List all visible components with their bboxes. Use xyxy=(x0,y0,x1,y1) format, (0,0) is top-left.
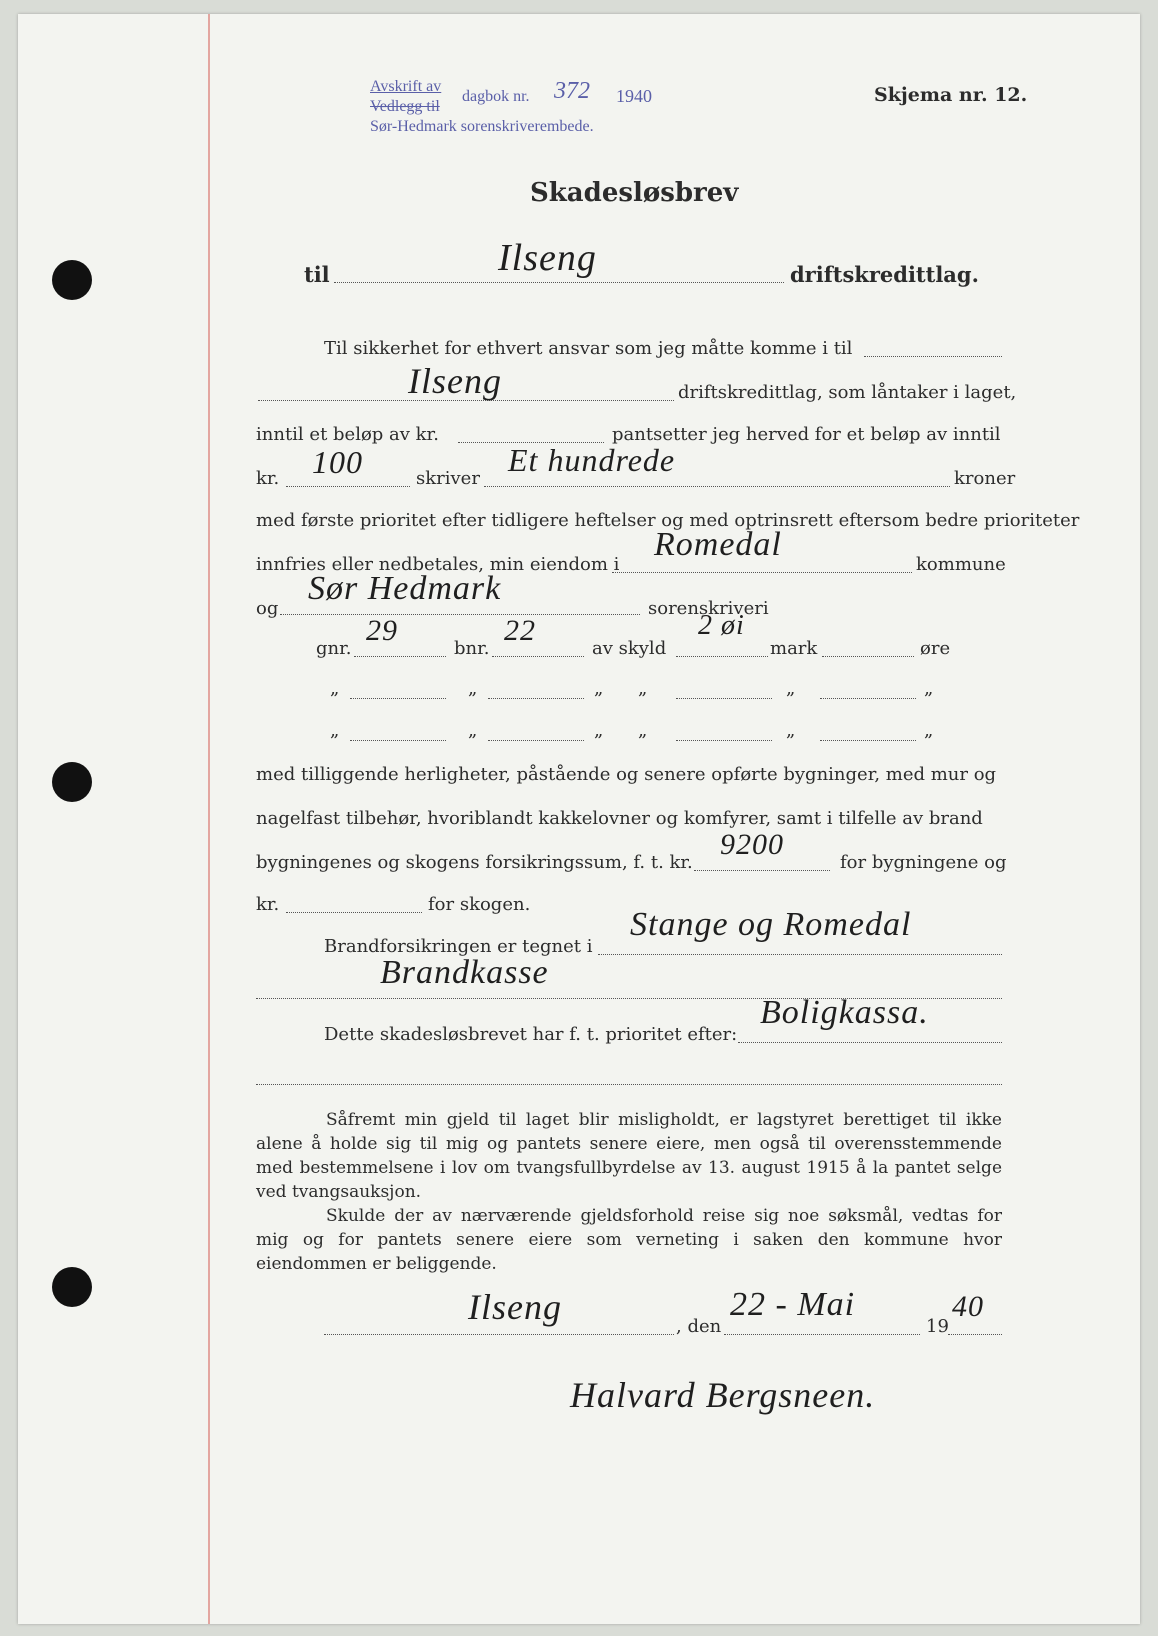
ditto-mark: „ xyxy=(330,720,340,741)
signing-date: 22 - Mai xyxy=(730,1286,856,1323)
body-line-3b: pantsetter jeg herved for et beløp av inntil xyxy=(612,424,1001,445)
to-prefix: til xyxy=(304,262,330,287)
signing-place: Ilseng xyxy=(468,1287,562,1327)
fill-line xyxy=(286,486,410,487)
body-line-12b: for skogen. xyxy=(428,894,531,915)
body-line-6a: innfries eller nedbetales, min eiendom i xyxy=(256,554,620,575)
skyld-value: 2 øi xyxy=(698,610,745,641)
body-line-13: Brandforsikringen er tegnet i xyxy=(324,936,593,957)
district-name: Sør Hedmark xyxy=(308,570,502,607)
body-line-4c: kroner xyxy=(954,468,1016,489)
bnr-value: 22 xyxy=(504,614,536,647)
fill-line xyxy=(738,1042,1002,1043)
fill-line xyxy=(488,740,584,741)
ditto-mark: „ xyxy=(924,720,934,741)
body-line-1: Til sikkerhet for ethvert ansvar som jeg måtte komme i til xyxy=(324,338,853,359)
stamp-avskrift: Avskrift av xyxy=(370,78,442,95)
ditto-mark: „ xyxy=(638,678,648,699)
fill-line xyxy=(354,656,446,657)
signature: Halvard Bergsneen. xyxy=(570,1375,876,1415)
fill-line xyxy=(280,614,640,615)
amount-digits: 100 xyxy=(312,444,363,480)
dagbok-number: 372 xyxy=(554,78,590,104)
ditto-mark: „ xyxy=(594,720,604,741)
year-prefix: 19 xyxy=(926,1316,949,1337)
fill-line xyxy=(820,740,916,741)
skyld-label: av skyld xyxy=(592,638,667,659)
terms-paragraph xyxy=(256,1108,1002,1276)
fill-line xyxy=(286,912,422,913)
fill-line xyxy=(612,572,912,573)
insurer-name-cont: Brandkasse xyxy=(380,954,549,991)
fill-line xyxy=(334,282,784,283)
ditto-mark: „ xyxy=(924,678,934,699)
stamp-vedlegg: Vedlegg til xyxy=(370,98,440,115)
ditto-mark: „ xyxy=(468,678,478,699)
body-line-5: med første prioritet efter tidligere heftelser og med optrinsrett eftersom bedre prioriteter xyxy=(256,510,1080,531)
gnr-label: gnr. xyxy=(316,638,352,659)
document-title: Skadesløsbrev xyxy=(530,178,739,208)
fill-line xyxy=(324,1334,674,1335)
fill-line xyxy=(822,656,914,657)
lender-name: Ilseng xyxy=(408,361,502,401)
fill-line xyxy=(350,740,446,741)
fill-line xyxy=(864,356,1002,357)
margin-line xyxy=(208,14,210,1624)
body-line-15: Dette skadesløsbrevet har f. t. prioritet efter: xyxy=(324,1024,738,1045)
body-line-11a: bygningenes og skogens forsikringssum, f. t. kr. xyxy=(256,852,693,873)
ditto-mark: „ xyxy=(638,720,648,741)
date-den: , den xyxy=(676,1316,722,1337)
body-line-7a: og xyxy=(256,598,279,619)
to-name: Ilseng xyxy=(498,237,597,279)
body-line-4b: skriver xyxy=(416,468,480,489)
insurance-amount: 9200 xyxy=(720,828,784,861)
fill-line xyxy=(484,486,950,487)
body-line-4a: kr. xyxy=(256,468,280,489)
signing-year: 40 xyxy=(952,1290,984,1323)
ditto-mark: „ xyxy=(786,720,796,741)
fill-line xyxy=(488,698,584,699)
stamp-office: Sør-Hedmark sorenskriverembede. xyxy=(370,118,594,135)
ditto-mark: „ xyxy=(468,720,478,741)
dagbok-year: 1940 xyxy=(616,86,652,106)
fill-line xyxy=(676,740,772,741)
fill-line xyxy=(350,698,446,699)
fill-line xyxy=(256,1084,1002,1085)
body-line-11b: for bygningene og xyxy=(840,852,1007,873)
punch-hole xyxy=(52,1267,92,1307)
document-page xyxy=(18,14,1140,1624)
body-line-3a: inntil et beløp av kr. xyxy=(256,424,439,445)
insurer-name: Stange og Romedal xyxy=(630,906,912,943)
mark-label: mark xyxy=(770,638,818,659)
stamp-dagbok: dagbok nr. xyxy=(462,88,530,105)
fill-line xyxy=(676,698,772,699)
ore-label: øre xyxy=(920,638,951,659)
bnr-label: bnr. xyxy=(454,638,490,659)
amount-words: Et hundrede xyxy=(508,442,676,478)
prior-creditor: Boligkassa. xyxy=(760,994,929,1031)
fill-line xyxy=(676,656,768,657)
terms-venue: Skulde der av nærværende gjeldsforhold reise sig noe søksmål, vedtas for mig og for pantets senere eiere som verneting i saken den kommune hvor eiendommen er beliggende. xyxy=(256,1206,1002,1274)
punch-hole xyxy=(52,260,92,300)
fill-line xyxy=(694,870,830,871)
fill-line xyxy=(820,698,916,699)
fill-line xyxy=(492,656,584,657)
terms-default: Såfremt min gjeld til laget blir misligholdt, er lagstyret berettiget til ikke alene å holde sig til mig og pantets senere eiere, men også til overensstemmende med bestemmelsene i lov om tvangsfullbyrdelse av 13. august 1915 å la pantet selge ved tvangsauksjon. xyxy=(256,1110,1002,1202)
body-line-2: driftskredittlag, som låntaker i laget, xyxy=(678,382,1017,403)
body-line-6b: kommune xyxy=(916,554,1006,575)
body-line-12a: kr. xyxy=(256,894,280,915)
body-line-7b: sorenskriveri xyxy=(648,598,769,619)
body-line-9: med tilliggende herligheter, påstående og senere opførte bygninger, med mur og xyxy=(256,764,997,785)
fill-line xyxy=(948,1334,1002,1335)
to-suffix: driftskredittlag. xyxy=(790,262,979,287)
gnr-value: 29 xyxy=(366,614,398,647)
body-line-10: nagelfast tilbehør, hvoriblandt kakkelovner og komfyrer, samt i tilfelle av brand xyxy=(256,808,983,829)
fill-line xyxy=(598,954,1002,955)
fill-line xyxy=(724,1334,920,1335)
punch-hole xyxy=(52,762,92,802)
kommune-name: Romedal xyxy=(654,526,782,563)
ditto-mark: „ xyxy=(786,678,796,699)
ditto-mark: „ xyxy=(594,678,604,699)
ditto-mark: „ xyxy=(330,678,340,699)
schema-number: Skjema nr. 12. xyxy=(874,84,1028,106)
